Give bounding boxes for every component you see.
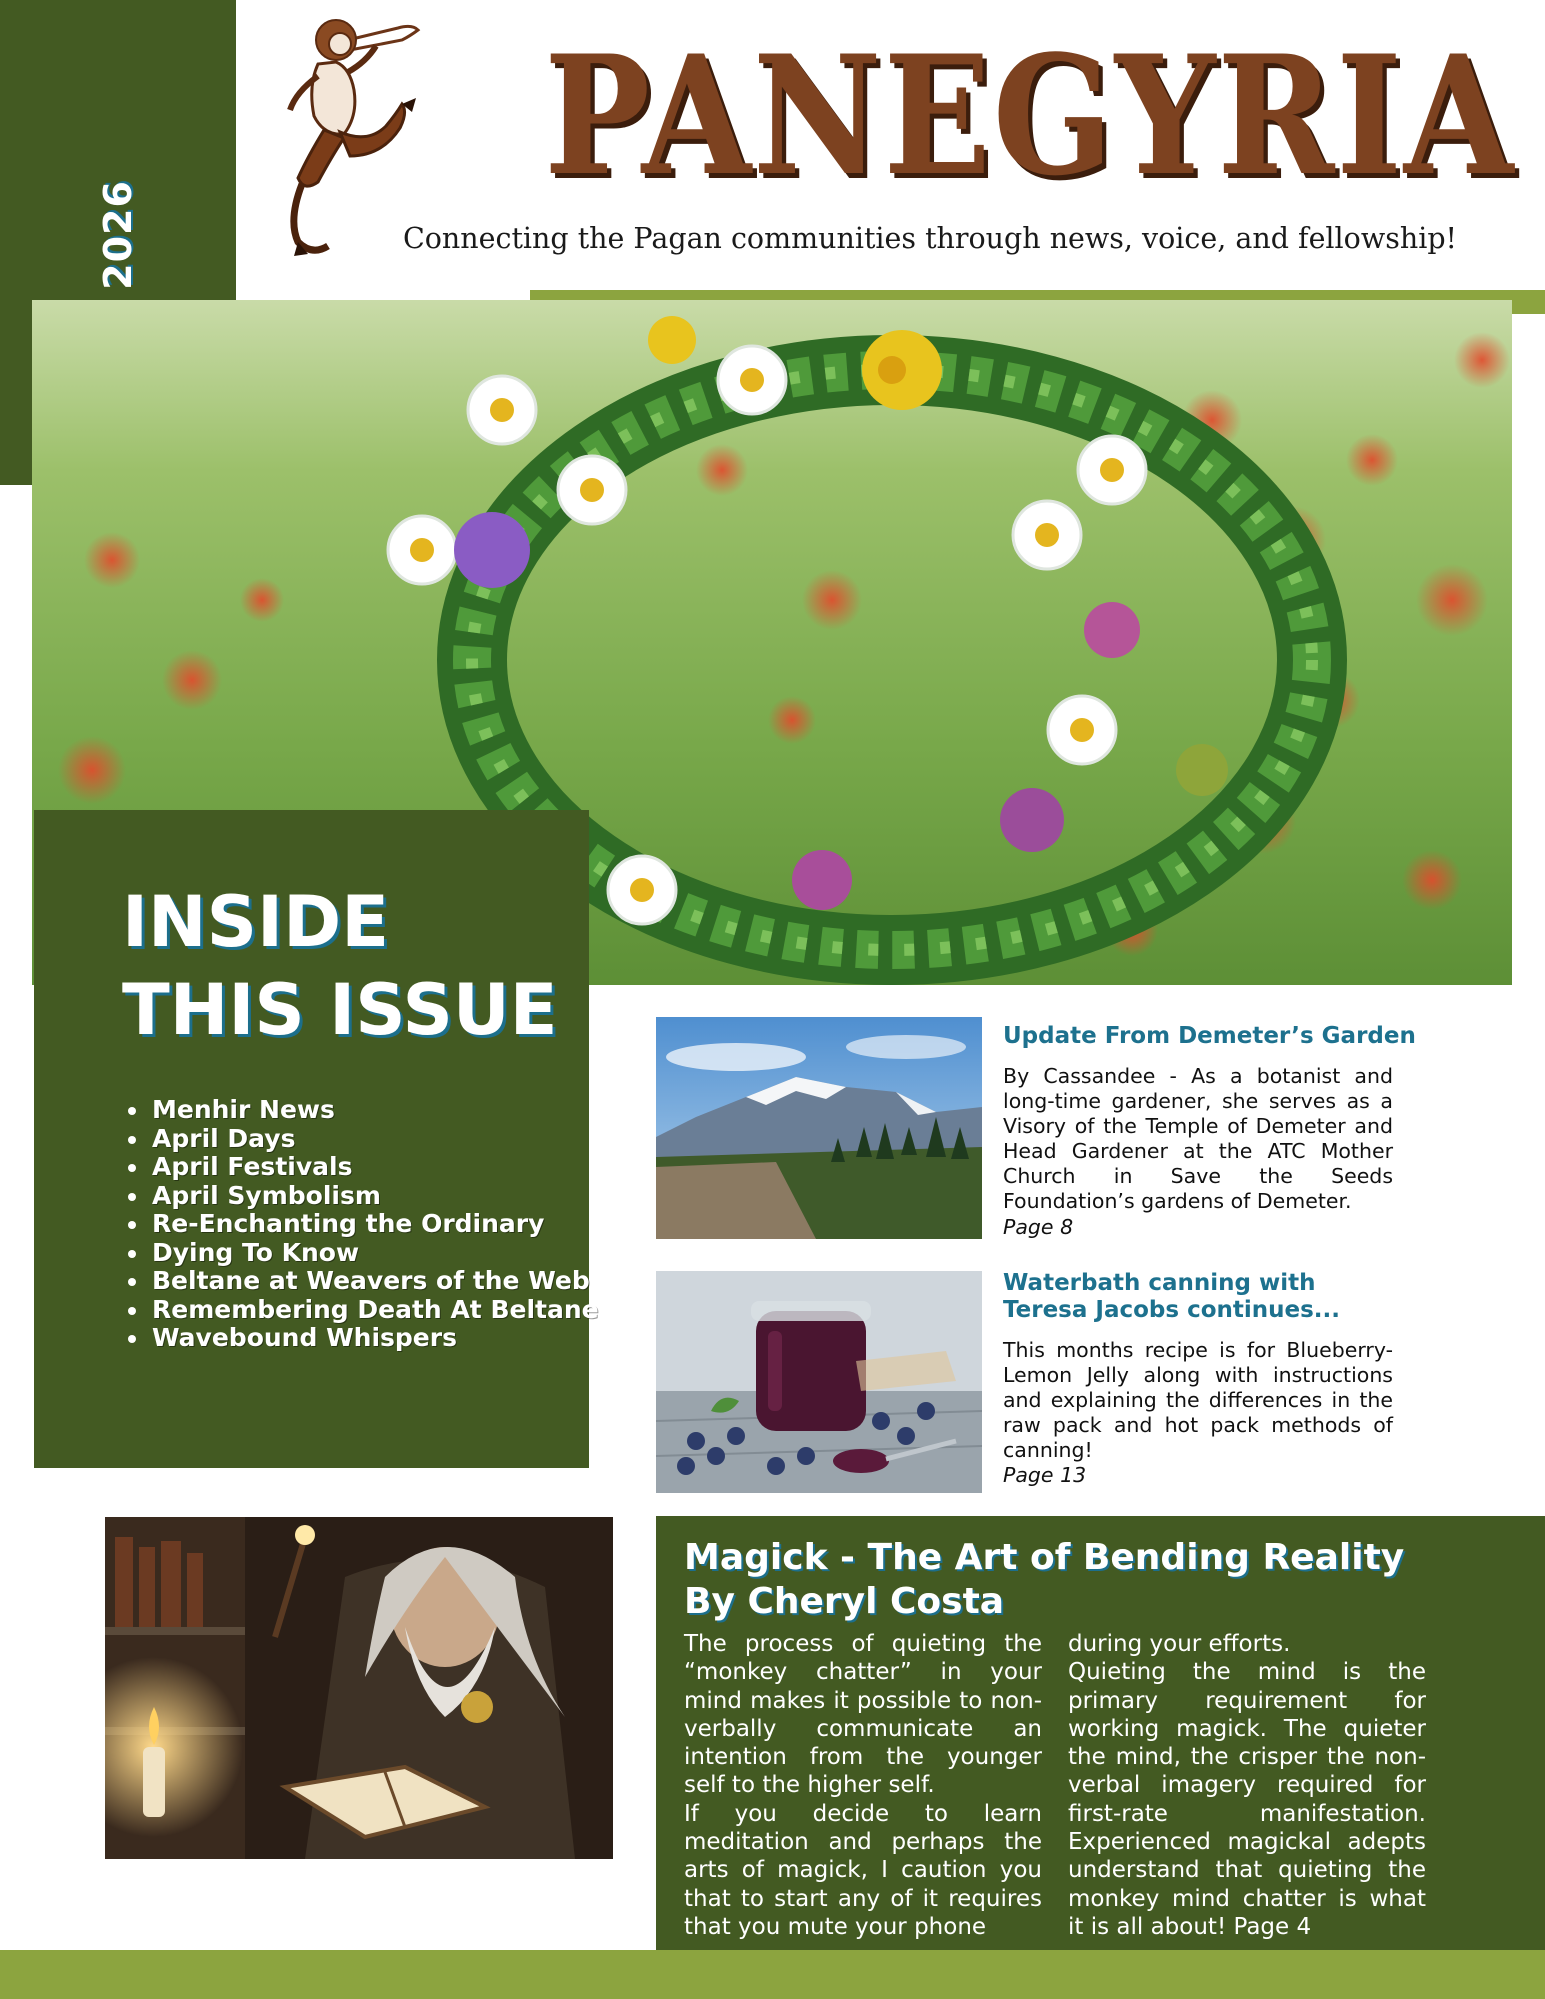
canning-summary: This months recipe is for Blueberry-Lemon Jelly along with instructions and explaining the differences in the raw pack and hot pack methods of canning! <box>1003 1338 1393 1462</box>
demeter-garden-page-ref[interactable]: Page 8 <box>1003 1215 1074 1239</box>
magick-column-1 <box>684 1630 1042 1941</box>
list-item[interactable]: • Dying To Know <box>150 1239 610 1268</box>
list-item[interactable]: • Re-Enchanting the Ordinary <box>150 1210 610 1239</box>
newsletter-title: PANEGYRIA <box>544 19 1516 212</box>
demeter-garden-headline[interactable]: Update From Demeter’s Garden <box>1003 1023 1416 1049</box>
list-item[interactable]: • April Days <box>150 1125 610 1154</box>
footer-band <box>0 1950 1545 1999</box>
mountain-landscape-image <box>656 1017 982 1239</box>
inside-this-issue-heading <box>122 878 558 1054</box>
magick-headline-line1: Magick - The Art of Bending Reality <box>684 1537 1405 1578</box>
canning-headline[interactable]: Waterbath canning with Teresa Jacobs continues... <box>1003 1270 1341 1323</box>
inside-heading-line1: INSIDE <box>122 881 390 963</box>
magick-paragraph: during your efforts. <box>1068 1631 1291 1657</box>
blueberry-jam-jar-image <box>656 1271 982 1493</box>
list-item[interactable]: • April Symbolism <box>150 1182 610 1211</box>
inside-heading-line2: THIS ISSUE <box>122 969 558 1051</box>
magick-paragraph: The process of quieting the “monkey chatter” in your mind makes it possible to non-verbally communicate an intention from the younger self to the higher self. <box>684 1631 1042 1799</box>
magick-byline: By Cheryl Costa <box>684 1581 1005 1622</box>
contents-list <box>118 1096 610 1353</box>
magick-column-2 <box>1068 1630 1426 1941</box>
canning-page-ref[interactable]: Page 13 <box>1003 1463 1087 1487</box>
list-item[interactable]: • April Festivals <box>150 1153 610 1182</box>
newsletter-tagline: Connecting the Pagan communities through news, voice, and fellowship! <box>402 222 1458 255</box>
demeter-garden-summary: By Cassandee - As a botanist and long-time gardener, she serves as a Visory of the Temple of Demeter and Head Gardener at the ATC Mother Church in Save the Seeds Foundation’s gardens of Demeter. <box>1003 1064 1393 1213</box>
list-item[interactable]: • Wavebound Whispers <box>150 1324 610 1353</box>
magick-headline[interactable] <box>684 1536 1404 1624</box>
magick-paragraph: Quieting the mind is the primary requirement for working magick. The quieter the mind, the crisper the non-verbal imagery required for first-rate manifestation. Experienced magickal adepts understand that quieting the monkey mind chatter is what it is all about! Page 4 <box>1068 1659 1426 1940</box>
list-item[interactable]: • Menhir News <box>150 1096 610 1125</box>
wizard-reading-book-image <box>105 1517 613 1859</box>
list-item[interactable]: • Remembering Death At Beltane <box>150 1296 610 1325</box>
list-item[interactable]: • Beltane at Weavers of the Web <box>150 1267 610 1296</box>
magick-paragraph: If you decide to learn meditation and perhaps the arts of magick, I caution you that to start any of it requires that you mute your phone <box>684 1800 1042 1940</box>
